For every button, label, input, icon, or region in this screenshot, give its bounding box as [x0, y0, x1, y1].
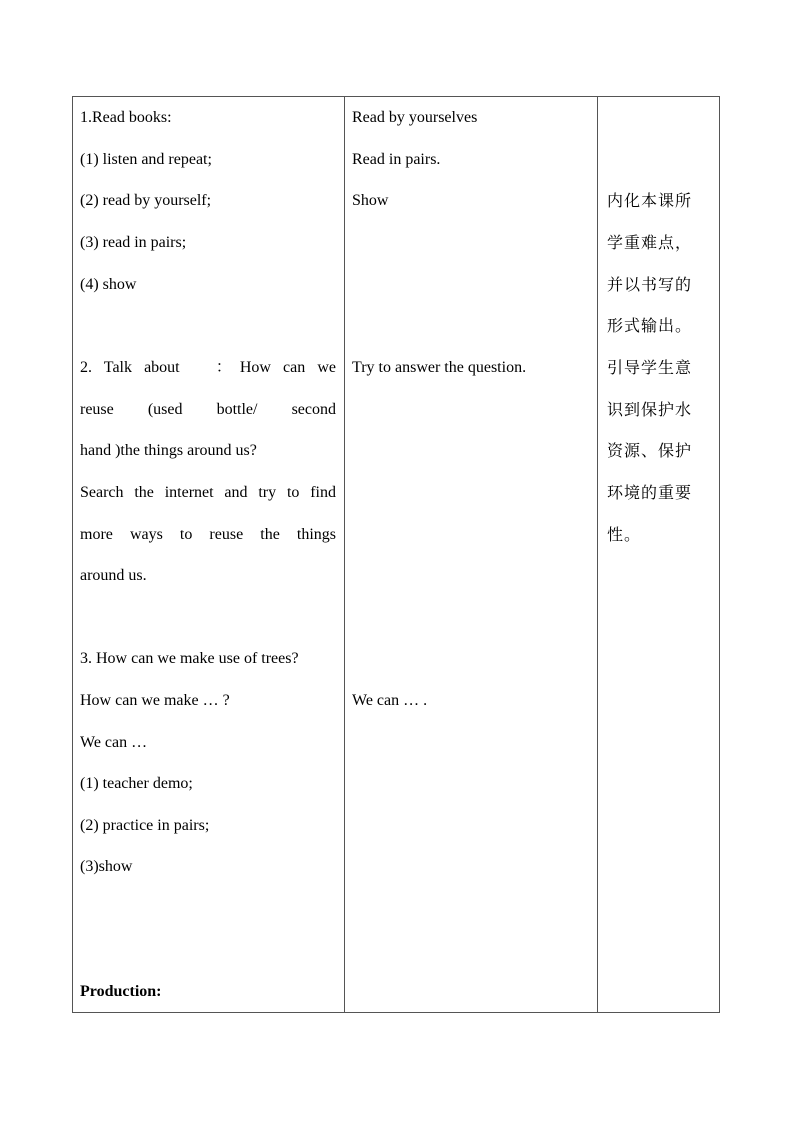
item3-title: 3. How can we make use of trees?	[80, 650, 299, 667]
student-activity: Try to answer the question.	[352, 359, 527, 376]
purpose-line: 引导学生意	[607, 358, 693, 377]
purpose-line: 形式输出。	[607, 316, 693, 335]
student-activity: Show	[352, 192, 389, 209]
item3-step: (2) practice in pairs;	[80, 817, 210, 834]
item3-step: (3)show	[80, 858, 133, 875]
item2-line: reuse (used bottle/ second	[80, 401, 336, 418]
item1-step: (4) show	[80, 276, 137, 293]
purpose-line: 性。	[607, 525, 642, 544]
item2-line: 2. Talk about ：How can we	[80, 359, 336, 376]
lesson-plan-table	[72, 96, 720, 1013]
item3-step: (1) teacher demo;	[80, 775, 193, 792]
purpose-line: 学重难点，	[607, 233, 693, 252]
table-row	[73, 97, 720, 1013]
student-activities-cell	[345, 97, 598, 1013]
item1-title: 1.Read books:	[80, 109, 172, 126]
item3-answer: We can …	[80, 734, 148, 751]
item1-step: (3) read in pairs;	[80, 234, 187, 251]
student-activity: Read in pairs.	[352, 151, 441, 168]
item2-search-line: Search the internet and try to find	[80, 484, 336, 501]
design-purpose-cell	[598, 97, 720, 1013]
purpose-line: 并以书写的	[607, 275, 693, 294]
purpose-line: 识到保护水	[607, 400, 693, 419]
teacher-activities-cell	[73, 97, 345, 1013]
student-activity: Read by yourselves	[352, 109, 478, 126]
item1-step: (1) listen and repeat;	[80, 151, 212, 168]
purpose-line: 资源、保护	[607, 441, 693, 460]
item2-line: hand )the things around us?	[80, 442, 257, 459]
purpose-line: 内化本课所	[607, 191, 693, 210]
item2-search-line: more ways to reuse the things	[80, 526, 336, 543]
student-activity: We can … .	[352, 692, 428, 709]
item2-search-line: around us.	[80, 567, 147, 584]
production-heading: Production:	[80, 983, 162, 1000]
item1-step: (2) read by yourself;	[80, 192, 212, 209]
item3-question: How can we make … ?	[80, 692, 230, 709]
purpose-line: 环境的重要	[607, 483, 693, 502]
